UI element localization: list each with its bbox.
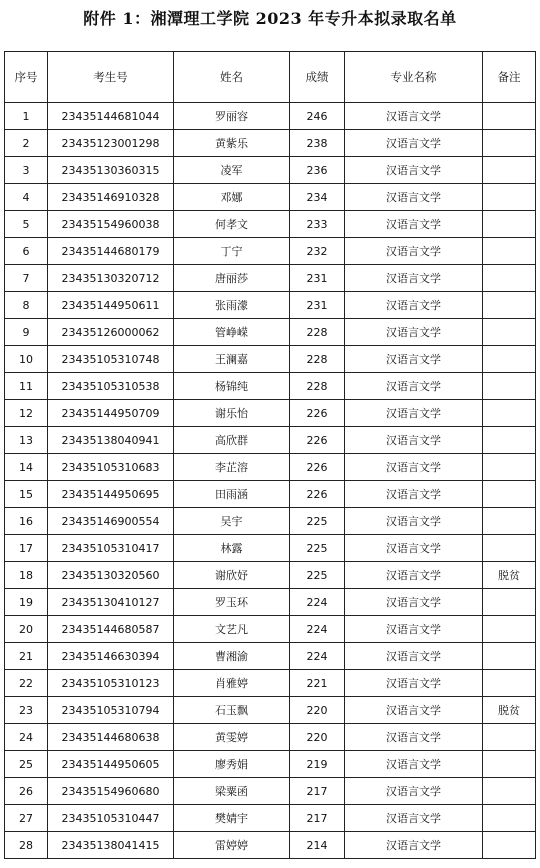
cell-score: 236	[290, 157, 345, 184]
cell-name: 谢欣妤	[174, 562, 290, 589]
cell-major: 汉语言文学	[345, 481, 483, 508]
cell-score: 220	[290, 724, 345, 751]
table-row	[5, 805, 536, 832]
cell-remark	[483, 103, 536, 130]
cell-name: 樊婧宇	[174, 805, 290, 832]
cell-no: 9	[5, 319, 48, 346]
cell-exam-id: 23435105310123	[48, 670, 174, 697]
cell-no: 23	[5, 697, 48, 724]
admission-table	[4, 51, 536, 859]
cell-exam-id: 23435154960680	[48, 778, 174, 805]
cell-exam-id: 23435144950605	[48, 751, 174, 778]
cell-score: 214	[290, 832, 345, 859]
cell-exam-id: 23435146630394	[48, 643, 174, 670]
cell-remark	[483, 670, 536, 697]
cell-major: 汉语言文学	[345, 400, 483, 427]
cell-major: 汉语言文学	[345, 184, 483, 211]
table-row	[5, 346, 536, 373]
cell-score: 224	[290, 643, 345, 670]
cell-name: 邓娜	[174, 184, 290, 211]
cell-name: 杨锦纯	[174, 373, 290, 400]
cell-major: 汉语言文学	[345, 535, 483, 562]
cell-exam-id: 23435144680638	[48, 724, 174, 751]
cell-score: 226	[290, 427, 345, 454]
table-row	[5, 130, 536, 157]
cell-name: 凌军	[174, 157, 290, 184]
cell-score: 219	[290, 751, 345, 778]
table-row	[5, 589, 536, 616]
cell-score: 231	[290, 292, 345, 319]
cell-no: 5	[5, 211, 48, 238]
cell-exam-id: 23435144950611	[48, 292, 174, 319]
cell-name: 吴宇	[174, 508, 290, 535]
cell-exam-id: 23435138041415	[48, 832, 174, 859]
cell-major: 汉语言文学	[345, 589, 483, 616]
cell-remark	[483, 616, 536, 643]
cell-no: 10	[5, 346, 48, 373]
table-row	[5, 157, 536, 184]
cell-remark	[483, 589, 536, 616]
table-body	[5, 103, 536, 859]
cell-major: 汉语言文学	[345, 805, 483, 832]
cell-name: 罗丽容	[174, 103, 290, 130]
table-header-row	[5, 52, 536, 103]
cell-exam-id: 23435146900554	[48, 508, 174, 535]
cell-no: 25	[5, 751, 48, 778]
table-row	[5, 454, 536, 481]
cell-major: 汉语言文学	[345, 319, 483, 346]
cell-major: 汉语言文学	[345, 238, 483, 265]
table-row	[5, 724, 536, 751]
cell-remark	[483, 265, 536, 292]
cell-exam-id: 23435130320712	[48, 265, 174, 292]
cell-major: 汉语言文学	[345, 724, 483, 751]
cell-score: 217	[290, 778, 345, 805]
cell-no: 14	[5, 454, 48, 481]
table-row	[5, 427, 536, 454]
cell-exam-id: 23435130360315	[48, 157, 174, 184]
table-row	[5, 562, 536, 589]
cell-no: 11	[5, 373, 48, 400]
cell-remark	[483, 130, 536, 157]
cell-exam-id: 23435146910328	[48, 184, 174, 211]
cell-major: 汉语言文学	[345, 157, 483, 184]
cell-exam-id: 23435138040941	[48, 427, 174, 454]
cell-major: 汉语言文学	[345, 670, 483, 697]
cell-score: 225	[290, 535, 345, 562]
table-row	[5, 778, 536, 805]
cell-exam-id: 23435105310538	[48, 373, 174, 400]
cell-remark	[483, 643, 536, 670]
cell-remark	[483, 319, 536, 346]
table-row	[5, 238, 536, 265]
cell-no: 3	[5, 157, 48, 184]
cell-major: 汉语言文学	[345, 616, 483, 643]
cell-no: 15	[5, 481, 48, 508]
header-no: 序号	[5, 52, 48, 103]
cell-name: 王澜嘉	[174, 346, 290, 373]
table-row	[5, 373, 536, 400]
table-row	[5, 697, 536, 724]
cell-no: 6	[5, 238, 48, 265]
header-name: 姓名	[174, 52, 290, 103]
cell-name: 文艺凡	[174, 616, 290, 643]
cell-exam-id: 23435105310447	[48, 805, 174, 832]
cell-no: 13	[5, 427, 48, 454]
cell-remark	[483, 238, 536, 265]
cell-exam-id: 23435105310748	[48, 346, 174, 373]
cell-major: 汉语言文学	[345, 292, 483, 319]
cell-score: 225	[290, 508, 345, 535]
table-row	[5, 400, 536, 427]
cell-score: 224	[290, 616, 345, 643]
cell-no: 16	[5, 508, 48, 535]
cell-exam-id: 23435105310417	[48, 535, 174, 562]
cell-name: 丁宁	[174, 238, 290, 265]
cell-score: 228	[290, 319, 345, 346]
table-row	[5, 103, 536, 130]
cell-major: 汉语言文学	[345, 346, 483, 373]
cell-major: 汉语言文学	[345, 778, 483, 805]
table-row	[5, 265, 536, 292]
cell-no: 20	[5, 616, 48, 643]
cell-name: 雷婷婷	[174, 832, 290, 859]
cell-name: 廖秀娟	[174, 751, 290, 778]
cell-name: 田雨涵	[174, 481, 290, 508]
table-row	[5, 832, 536, 859]
cell-major: 汉语言文学	[345, 697, 483, 724]
cell-exam-id: 23435144681044	[48, 103, 174, 130]
cell-exam-id: 23435144680587	[48, 616, 174, 643]
cell-score: 221	[290, 670, 345, 697]
cell-remark	[483, 724, 536, 751]
cell-remark: 脱贫	[483, 562, 536, 589]
cell-remark	[483, 481, 536, 508]
cell-score: 228	[290, 373, 345, 400]
cell-exam-id: 23435123001298	[48, 130, 174, 157]
cell-exam-id: 23435105310683	[48, 454, 174, 481]
cell-remark	[483, 751, 536, 778]
cell-score: 232	[290, 238, 345, 265]
cell-remark	[483, 805, 536, 832]
cell-no: 19	[5, 589, 48, 616]
cell-score: 234	[290, 184, 345, 211]
cell-exam-id: 23435130320560	[48, 562, 174, 589]
table-row	[5, 292, 536, 319]
cell-major: 汉语言文学	[345, 454, 483, 481]
cell-remark	[483, 535, 536, 562]
cell-remark	[483, 508, 536, 535]
cell-no: 18	[5, 562, 48, 589]
cell-major: 汉语言文学	[345, 643, 483, 670]
cell-name: 梁粟函	[174, 778, 290, 805]
cell-major: 汉语言文学	[345, 751, 483, 778]
page-title: 附件 1：湘潭理工学院 2023 年专升本拟录取名单	[83, 9, 457, 28]
cell-no: 22	[5, 670, 48, 697]
cell-exam-id: 23435144950709	[48, 400, 174, 427]
cell-major: 汉语言文学	[345, 427, 483, 454]
cell-exam-id: 23435144950695	[48, 481, 174, 508]
cell-no: 1	[5, 103, 48, 130]
cell-no: 27	[5, 805, 48, 832]
table-row	[5, 319, 536, 346]
cell-remark	[483, 832, 536, 859]
table-row	[5, 481, 536, 508]
cell-no: 21	[5, 643, 48, 670]
cell-major: 汉语言文学	[345, 211, 483, 238]
cell-exam-id: 23435126000062	[48, 319, 174, 346]
cell-score: 217	[290, 805, 345, 832]
cell-no: 28	[5, 832, 48, 859]
cell-remark	[483, 454, 536, 481]
cell-name: 张雨濛	[174, 292, 290, 319]
cell-no: 7	[5, 265, 48, 292]
cell-name: 石玉飘	[174, 697, 290, 724]
cell-major: 汉语言文学	[345, 832, 483, 859]
cell-name: 曹湘渝	[174, 643, 290, 670]
cell-major: 汉语言文学	[345, 130, 483, 157]
cell-name: 管峥嵘	[174, 319, 290, 346]
cell-name: 罗玉环	[174, 589, 290, 616]
header-remark: 备注	[483, 52, 536, 103]
cell-remark	[483, 292, 536, 319]
cell-score: 226	[290, 400, 345, 427]
table-row	[5, 751, 536, 778]
cell-score: 233	[290, 211, 345, 238]
cell-exam-id: 23435105310794	[48, 697, 174, 724]
cell-major: 汉语言文学	[345, 103, 483, 130]
cell-score: 226	[290, 454, 345, 481]
cell-no: 2	[5, 130, 48, 157]
cell-name: 唐丽莎	[174, 265, 290, 292]
table-row	[5, 184, 536, 211]
cell-no: 24	[5, 724, 48, 751]
table-row	[5, 535, 536, 562]
cell-exam-id: 23435154960038	[48, 211, 174, 238]
cell-remark	[483, 427, 536, 454]
cell-exam-id: 23435144680179	[48, 238, 174, 265]
cell-no: 8	[5, 292, 48, 319]
cell-score: 231	[290, 265, 345, 292]
cell-name: 李芷溶	[174, 454, 290, 481]
table-row	[5, 670, 536, 697]
cell-name: 谢乐怡	[174, 400, 290, 427]
cell-remark	[483, 184, 536, 211]
cell-remark	[483, 373, 536, 400]
cell-remark	[483, 211, 536, 238]
header-major: 专业名称	[345, 52, 483, 103]
table-row	[5, 643, 536, 670]
cell-score: 224	[290, 589, 345, 616]
header-exam-id: 考生号	[48, 52, 174, 103]
table-row	[5, 616, 536, 643]
cell-name: 黄雯婷	[174, 724, 290, 751]
cell-name: 何孝文	[174, 211, 290, 238]
cell-name: 林露	[174, 535, 290, 562]
cell-no: 12	[5, 400, 48, 427]
cell-no: 4	[5, 184, 48, 211]
cell-exam-id: 23435130410127	[48, 589, 174, 616]
cell-score: 220	[290, 697, 345, 724]
cell-score: 225	[290, 562, 345, 589]
cell-no: 26	[5, 778, 48, 805]
cell-remark	[483, 778, 536, 805]
cell-major: 汉语言文学	[345, 265, 483, 292]
cell-remark	[483, 157, 536, 184]
table-row	[5, 211, 536, 238]
cell-score: 246	[290, 103, 345, 130]
cell-score: 226	[290, 481, 345, 508]
cell-remark: 脱贫	[483, 697, 536, 724]
cell-major: 汉语言文学	[345, 562, 483, 589]
cell-major: 汉语言文学	[345, 373, 483, 400]
cell-score: 228	[290, 346, 345, 373]
cell-major: 汉语言文学	[345, 508, 483, 535]
cell-name: 肖雅婷	[174, 670, 290, 697]
cell-score: 238	[290, 130, 345, 157]
cell-remark	[483, 346, 536, 373]
cell-name: 黄紫乐	[174, 130, 290, 157]
header-score: 成绩	[290, 52, 345, 103]
table-row	[5, 508, 536, 535]
cell-name: 高欣群	[174, 427, 290, 454]
cell-no: 17	[5, 535, 48, 562]
cell-remark	[483, 400, 536, 427]
